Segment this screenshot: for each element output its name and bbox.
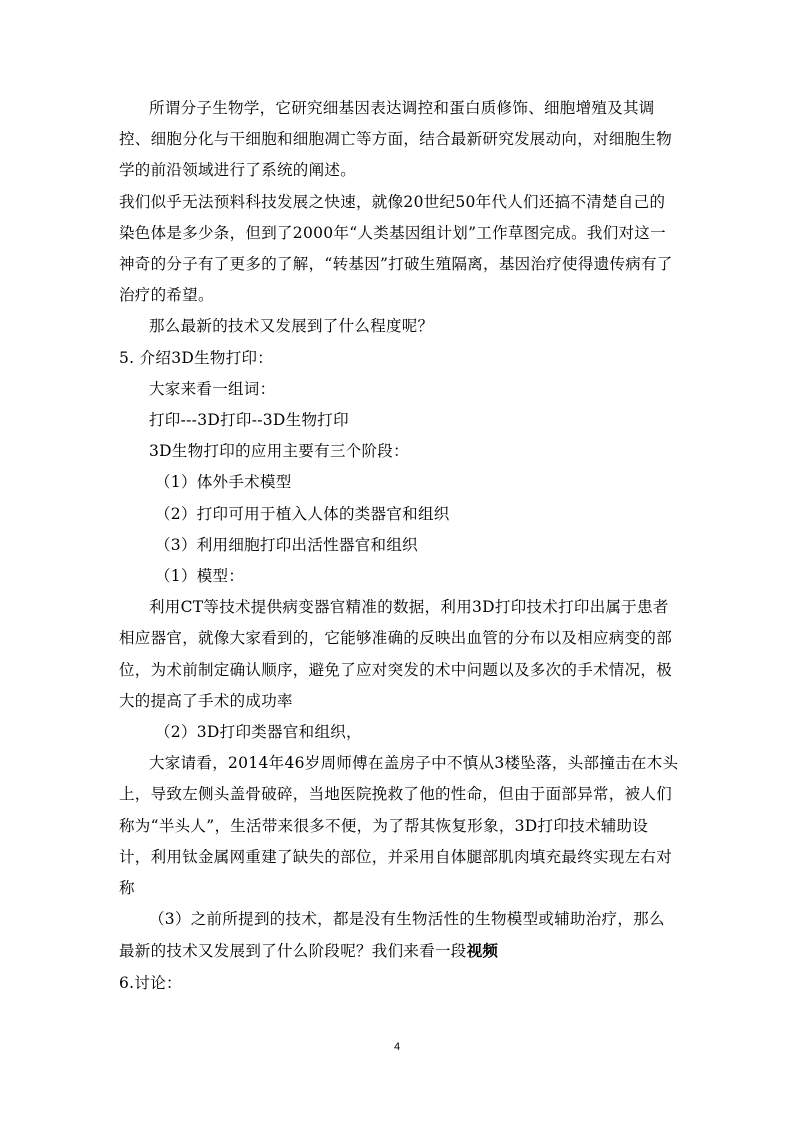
paragraph-case-study: 大家请看，2014年46岁周师傅在盖房子中不慎从3楼坠落，头部撞击在木头上，导致左侧头盖骨破碎，当地医院挽救了他的性命，但由于面部异常，被人们称为“半头人”，生活带来很多不便，为了帮其恢复形象，3D打印技术辅助设计，利用钛金属网重建了缺失的部位，并采用自体腿部肌肉填充最终实现左右对称: [119, 754, 679, 898]
page-number: 4: [393, 1041, 401, 1053]
paragraph-video-intro-text: （3）之前所提到的技术，都是没有生物活性的生物模型或辅助治疗，那么最新的技术又发展到了什么阶段呢？我们来看一段: [119, 910, 665, 961]
video-keyword: 视频: [466, 941, 499, 961]
paragraph-molecular-biology: 所谓分子生物学，它研究细基因表达调控和蛋白质修饰、细胞增殖及其调控、细胞分化与干细胞和细胞凋亡等方面，结合最新研究发展动向，对细胞生物学的前沿领域进行了系统的阐述。: [119, 99, 673, 180]
line-three-stages: 3D生物打印的应用主要有三个阶段：: [149, 442, 409, 461]
stage-item-2: （2）打印可用于植入人体的类器官和组织: [155, 504, 450, 523]
stage-item-1: （1）体外手术模型: [155, 473, 292, 492]
section-heading-3d-bioprinting: 5. 介绍3D生物打印：: [119, 348, 274, 367]
document-body: [119, 93, 679, 999]
line-look-at-words: 大家来看一组词：: [149, 379, 276, 398]
line-print-sequence: 打印---3D打印--3D生物打印: [149, 411, 349, 430]
subheading-organoid: （2）3D打印类器官和组织，: [155, 723, 362, 742]
section-heading-discussion: 6.讨论：: [119, 973, 182, 992]
paragraph-video-intro: [119, 904, 679, 967]
paragraph-question: 那么最新的技术又发展到了什么程度呢？: [149, 317, 434, 336]
paragraph-ct-model: 利用CT等技术提供病变器官精准的数据，利用3D打印技术打印出属于患者相应器官，就像大家看到的，它能够准确的反映出血管的分布以及相应病变的部位，为术前制定确认顺序，避免了应对突发的术中问题以及多次的手术情况，极大的提高了手术的成功率: [119, 598, 673, 710]
paragraph-tech-development: 我们似乎无法预料科技发展之快速，就像20世纪50年代人们还搞不清楚自己的染色体是多少条，但到了2000年“人类基因组计划”工作草图完成。我们对这一神奇的分子有了更多的了解，“转基因”打破生殖隔离，基因治疗使得遗传病有了治疗的希望。: [119, 192, 673, 305]
subheading-model: （1）模型：: [155, 567, 245, 586]
stage-item-3: （3）利用细胞打印出活性器官和组织: [155, 535, 418, 554]
